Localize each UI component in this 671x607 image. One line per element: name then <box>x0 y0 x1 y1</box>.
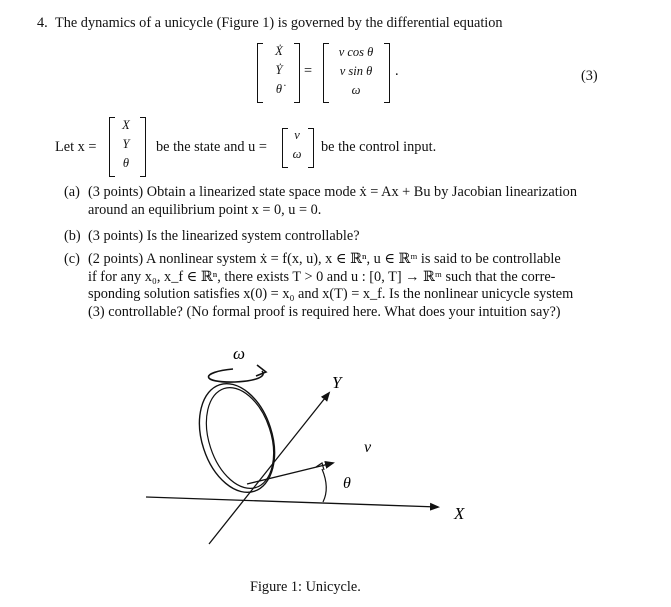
state-theta: θ <box>122 156 130 170</box>
equation-tag: (3) <box>581 68 598 84</box>
part-b-line-1: (3 points) Is the linearized system controllable? <box>88 228 360 244</box>
figure-caption: Figure 1: Unicycle. <box>250 579 361 595</box>
theta-arc <box>322 469 326 502</box>
state-x: X <box>122 118 130 132</box>
rotation-arrowhead-icon <box>256 365 266 376</box>
rotation-arrow-icon <box>208 369 263 382</box>
input-v: v <box>294 128 300 142</box>
part-c-line-4: (3) controllable? (No formal proof is required here. What does your intuition say?) <box>88 303 561 320</box>
state-text: be the state and u = <box>156 139 267 155</box>
rhs-row-2: v sin θ <box>339 64 373 78</box>
omega-label: ω <box>233 344 246 363</box>
equation-period: . <box>395 63 399 79</box>
lhs-ydot: Ẏ <box>275 63 283 77</box>
y-axis-label: Y <box>332 373 342 392</box>
part-a-label: (a) <box>64 184 80 200</box>
problem-intro: The dynamics of a unicycle (Figure 1) is governed by the differential equation <box>55 15 503 31</box>
rhs-row-1: v cos θ <box>338 45 374 59</box>
let-x-text: Let x = <box>55 139 97 155</box>
lhs-xdot: Ẋ <box>275 44 283 58</box>
problem-number: 4. <box>37 15 48 31</box>
part-a-line-1: (3 points) Obtain a linearized state space mode ẋ = Ax + Bu by Jacobian linearization <box>88 184 577 200</box>
input-omega: ω <box>292 147 302 161</box>
state-y: Y <box>122 137 130 151</box>
equation-equals: = <box>304 63 313 79</box>
part-c-label: (c) <box>64 251 80 267</box>
lhs-thetadot: θ̇ <box>275 82 283 96</box>
rhs-row-3: ω <box>351 83 361 97</box>
velocity-label: v <box>364 439 372 456</box>
part-a-line-2: around an equilibrium point x = 0, u = 0. <box>88 201 322 218</box>
x-axis-line <box>146 497 438 507</box>
theta-label: θ <box>343 475 351 492</box>
part-c-line-1: (2 points) A nonlinear system ẋ = f(x, u), x ∈ ℝⁿ, u ∈ ℝᵐ is said to be controllable <box>88 251 561 267</box>
input-text: be the control input. <box>321 139 437 155</box>
x-axis-label: X <box>454 504 465 523</box>
part-c-line-2: if for any x₀, x_f ∈ ℝⁿ, there exists T > 0 and u : [0, T] → ℝᵐ such that the corre- <box>88 268 556 285</box>
part-b-label: (b) <box>64 228 81 244</box>
part-c-line-3: sponding solution satisfies x(0) = x₀ and x(T) = x_f. Is the nonlinear unicycle system <box>88 286 574 302</box>
